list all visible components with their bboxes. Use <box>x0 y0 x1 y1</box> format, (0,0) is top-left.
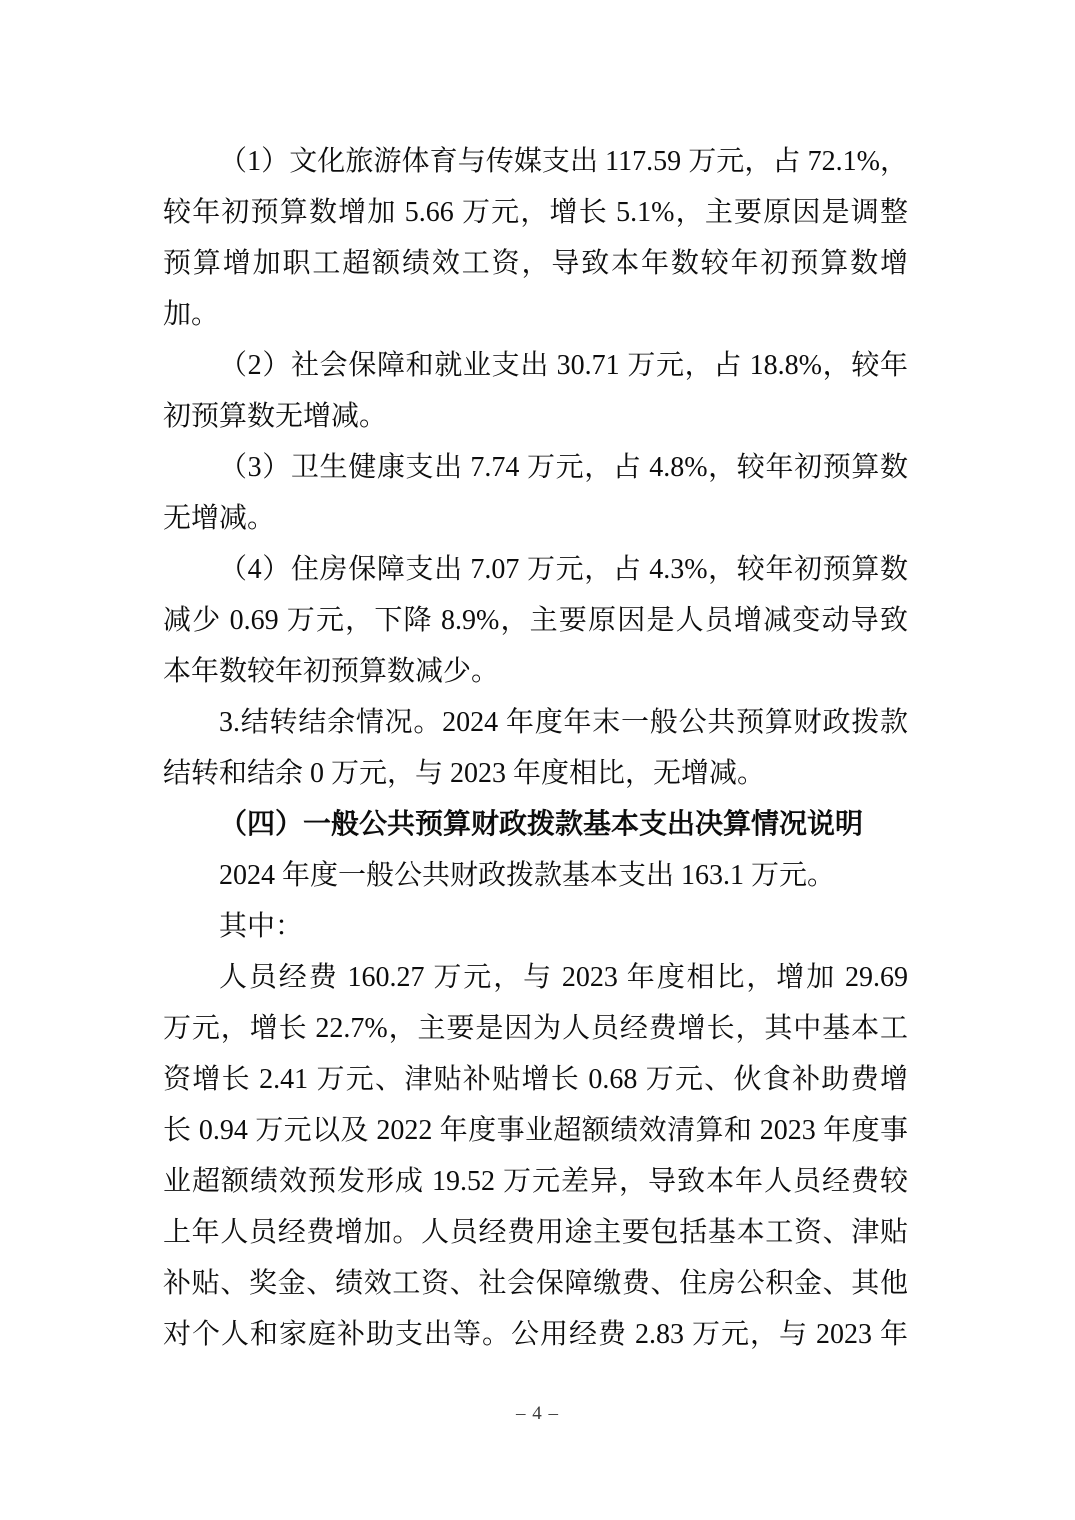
text-line: 无增减。 <box>163 503 276 534</box>
text-line: 长 0.94 万元以及 2022 年度事业超额绩效清算和 2023 年度事 <box>163 1115 908 1146</box>
item-2-social-security-employment <box>163 340 908 442</box>
text-line: 上年人员经费增加。人员经费用途主要包括基本工资、津贴 <box>163 1217 908 1248</box>
section-4-heading <box>163 799 908 850</box>
text-line: （1）文化旅游体育与传媒支出 117.59 万元，占 72.1%， <box>219 146 908 177</box>
text-line: 结转和结余 0 万元，与 2023 年度相比，无增减。 <box>163 758 766 789</box>
item-3-health <box>163 442 908 544</box>
text-line: （四）一般公共预算财政拨款基本支出决算情况说明 <box>219 809 864 840</box>
text-line: （3）卫生健康支出 7.74 万元，占 4.8%，较年初预算数 <box>219 452 908 483</box>
text-line: 业超额绩效预发形成 19.52 万元差异，导致本年人员经费较 <box>163 1166 908 1197</box>
text-line: 本年数较年初预算数减少。 <box>163 656 500 687</box>
basic-expenditure-total <box>163 850 908 901</box>
text-line: 较年初预算数增加 5.66 万元，增长 5.1%，主要原因是调整 <box>163 197 908 228</box>
text-line: 其中： <box>219 911 304 942</box>
text-line: 对个人和家庭补助支出等。公用经费 2.83 万元，与 2023 年 <box>163 1319 908 1350</box>
document-body <box>163 136 908 1360</box>
text-line: 人员经费 160.27 万元，与 2023 年度相比，增加 29.69 <box>219 962 908 993</box>
text-line: 万元，增长 22.7%，主要是因为人员经费增长，其中基本工 <box>163 1013 908 1044</box>
text-line: 资增长 2.41 万元、津贴补贴增长 0.68 万元、伙食补助费增 <box>163 1064 908 1095</box>
text-line: 初预算数无增减。 <box>163 401 388 432</box>
text-line: 3.结转结余情况。2024 年度年末一般公共预算财政拨款 <box>219 707 908 738</box>
text-line: （2）社会保障和就业支出 30.71 万元，占 18.8%，较年 <box>219 350 908 381</box>
page-number: – 4 – <box>516 1403 559 1424</box>
text-line: 2024 年度一般公共财政拨款基本支出 163.1 万元。 <box>219 860 836 891</box>
among-which-label <box>163 901 908 952</box>
text-line: 减少 0.69 万元，下降 8.9%，主要原因是人员增减变动导致 <box>163 605 908 636</box>
item-4-housing-security <box>163 544 908 697</box>
personnel-and-public-funds <box>163 952 908 1360</box>
item-1-culture-tourism-media <box>163 136 908 340</box>
text-line: 预算增加职工超额绩效工资，导致本年数较年初预算数增 <box>163 248 908 279</box>
text-line: 补贴、奖金、绩效工资、社会保障缴费、住房公积金、其他 <box>163 1268 908 1299</box>
text-line: 加。 <box>163 299 220 330</box>
text-line: （4）住房保障支出 7.07 万元，占 4.3%，较年初预算数 <box>219 554 908 585</box>
carryover-balance <box>163 697 908 799</box>
